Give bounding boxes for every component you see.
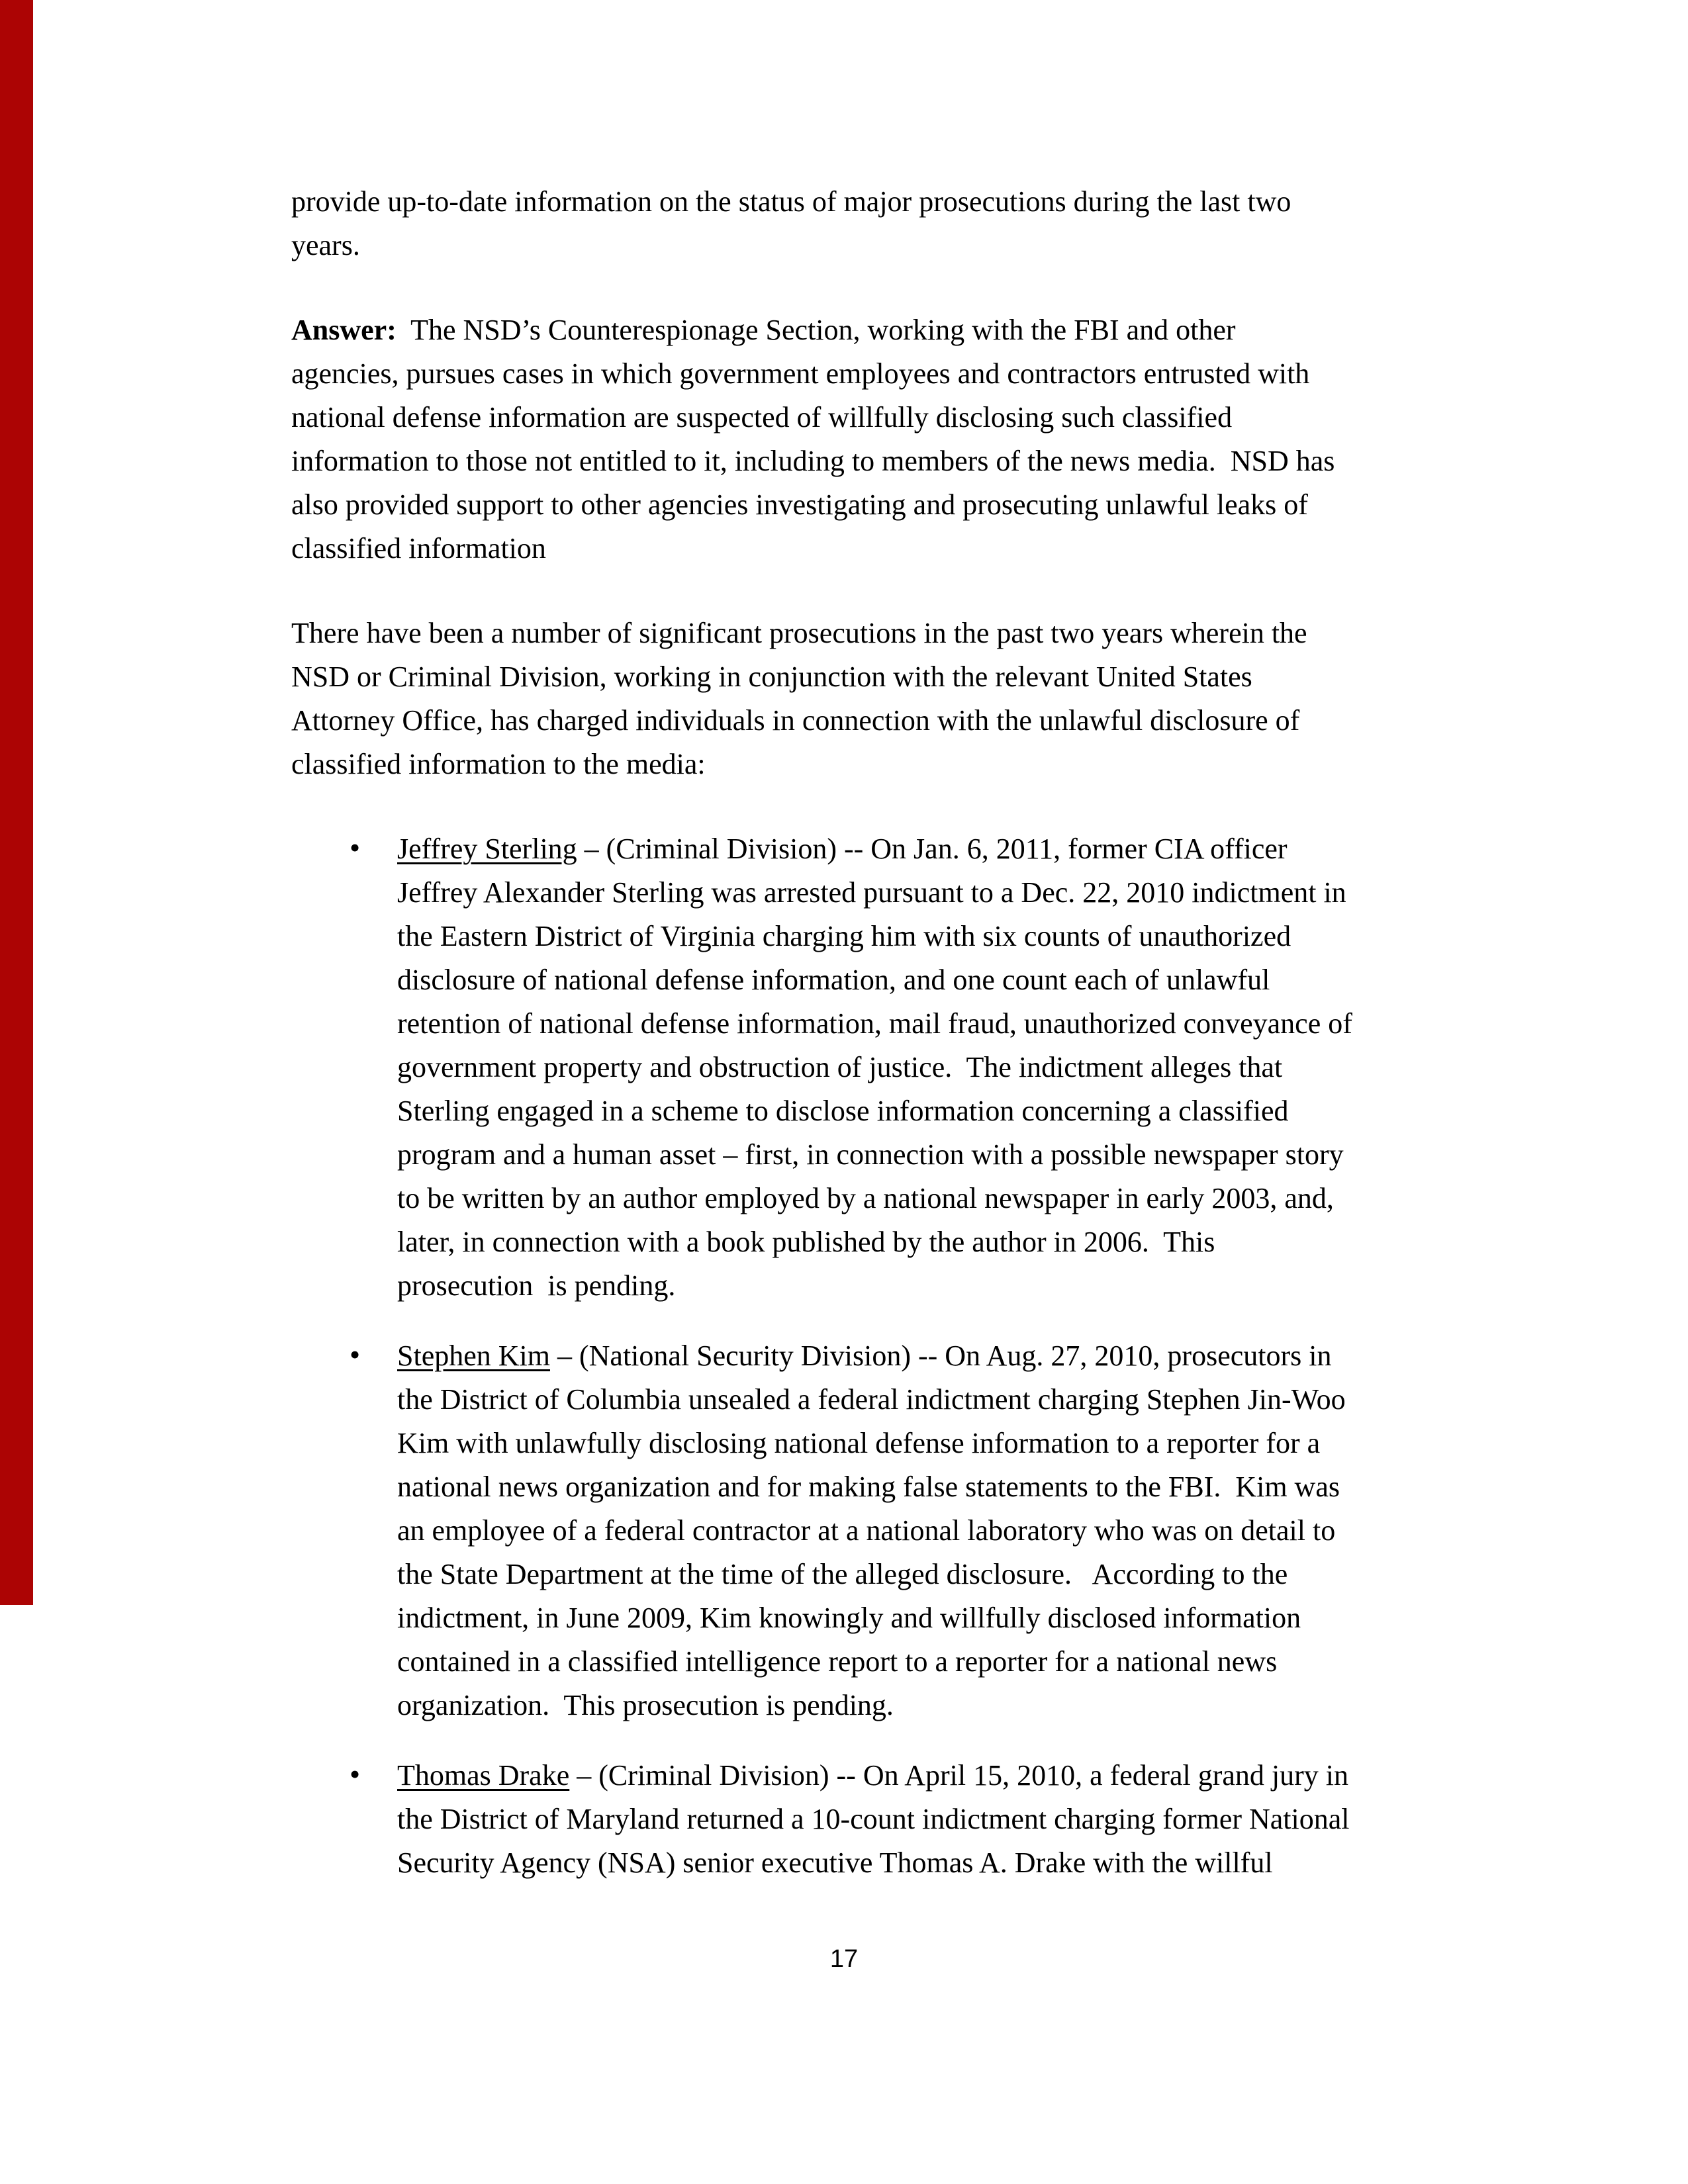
bullet-item-jeffrey-sterling (291, 827, 1489, 1308)
text-line (397, 1754, 1489, 1797)
text-line: agencies, pursues cases in which government employees and contractors entrusted with (291, 357, 1310, 390)
bullet-item-stephen-kim (291, 1334, 1489, 1727)
page-number: 17 (829, 1945, 859, 1973)
text-segment: – (National Security Division) -- On Aug. 27, 2010, prosecutors in (549, 1340, 1332, 1372)
answer-label: Answer: (291, 314, 397, 346)
text-line: retention of national defense information, mail fraud, unauthorized conveyance of (397, 1007, 1352, 1040)
bullet-item-thomas-drake (291, 1754, 1489, 1885)
text-line: also provided support to other agencies investigating and prosecuting unlawful leaks of (291, 488, 1308, 521)
text-line: the Eastern District of Virginia charging him with six counts of unauthorized (397, 920, 1291, 952)
text-line: the District of Maryland returned a 10-count indictment charging former National (397, 1803, 1350, 1835)
text-line: classified information to the media: (291, 748, 706, 780)
text-line: an employee of a federal contractor at a national laboratory who was on detail to (397, 1514, 1336, 1547)
text-line: national defense information are suspected of willfully disclosing such classified (291, 401, 1233, 433)
text-line: disclosure of national defense information, and one count each of unlawful (397, 964, 1270, 996)
text-line: Kim with unlawfully disclosing national defense information to a reporter for a (397, 1427, 1321, 1459)
text-line: later, in connection with a book published by the author in 2006. This (397, 1226, 1215, 1258)
bullet-icon: • (350, 1338, 361, 1371)
case-name-underlined: Jeffrey Sterling (397, 833, 577, 865)
intro-paragraph (291, 180, 1489, 267)
case-name-underlined: Thomas Drake (397, 1759, 570, 1792)
text-line: Jeffrey Alexander Sterling was arrested pursuant to a Dec. 22, 2010 indictment in (397, 876, 1346, 909)
text-segment: The NSD’s Counterespionage Section, working with the FBI and other (396, 314, 1236, 346)
bullet-icon: • (350, 831, 361, 864)
text-line (291, 308, 1489, 352)
text-line: the District of Columbia unsealed a federal indictment charging Stephen Jin-Woo (397, 1383, 1346, 1416)
text-line (397, 827, 1489, 871)
text-segment: – (Criminal Division) -- On April 15, 2010, a federal grand jury in (569, 1759, 1349, 1792)
text-line: the State Department at the time of the alleged disclosure. According to the (397, 1558, 1288, 1590)
text-line: government property and obstruction of justice. The indictment alleges that (397, 1051, 1283, 1083)
bullet-icon: • (350, 1757, 361, 1791)
text-line: national news organization and for making false statements to the FBI. Kim was (397, 1471, 1340, 1503)
text-line: NSD or Criminal Division, working in conjunction with the relevant United States (291, 660, 1252, 693)
text-line: Sterling engaged in a scheme to disclose information concerning a classified (397, 1095, 1289, 1127)
body-text (291, 180, 1489, 1911)
text-line: classified information (291, 532, 546, 565)
text-line: Attorney Office, has charged individuals in connection with the unlawful disclosure of (291, 704, 1300, 737)
scan-edge-stripe (0, 0, 33, 1605)
text-line: program and a human asset – first, in connection with a possible newspaper story (397, 1138, 1344, 1171)
text-line: years. (291, 229, 360, 261)
text-line: organization. This prosecution is pending. (397, 1689, 894, 1721)
text-line: prosecution is pending. (397, 1269, 676, 1302)
text-line: to be written by an author employed by a national newspaper in early 2003, and, (397, 1182, 1334, 1214)
text-line: Security Agency (NSA) senior executive Thomas A. Drake with the willful (397, 1846, 1273, 1879)
text-line: provide up-to-date information on the status of major prosecutions during the last two (291, 185, 1291, 218)
answer-paragraph (291, 308, 1489, 570)
text-line: There have been a number of significant prosecutions in the past two years wherein the (291, 617, 1307, 649)
text-segment: – (Criminal Division) -- On Jan. 6, 2011, former CIA officer (577, 833, 1288, 865)
text-line: information to those not entitled to it, including to members of the news media. NSD has (291, 445, 1335, 477)
text-line: indictment, in June 2009, Kim knowingly and willfully disclosed information (397, 1602, 1301, 1634)
case-name-underlined: Stephen Kim (397, 1340, 550, 1372)
prosecutions-paragraph (291, 612, 1489, 786)
text-line (397, 1334, 1489, 1378)
text-line: contained in a classified intelligence report to a reporter for a national news (397, 1645, 1278, 1678)
case-bullet-list (291, 827, 1489, 1885)
